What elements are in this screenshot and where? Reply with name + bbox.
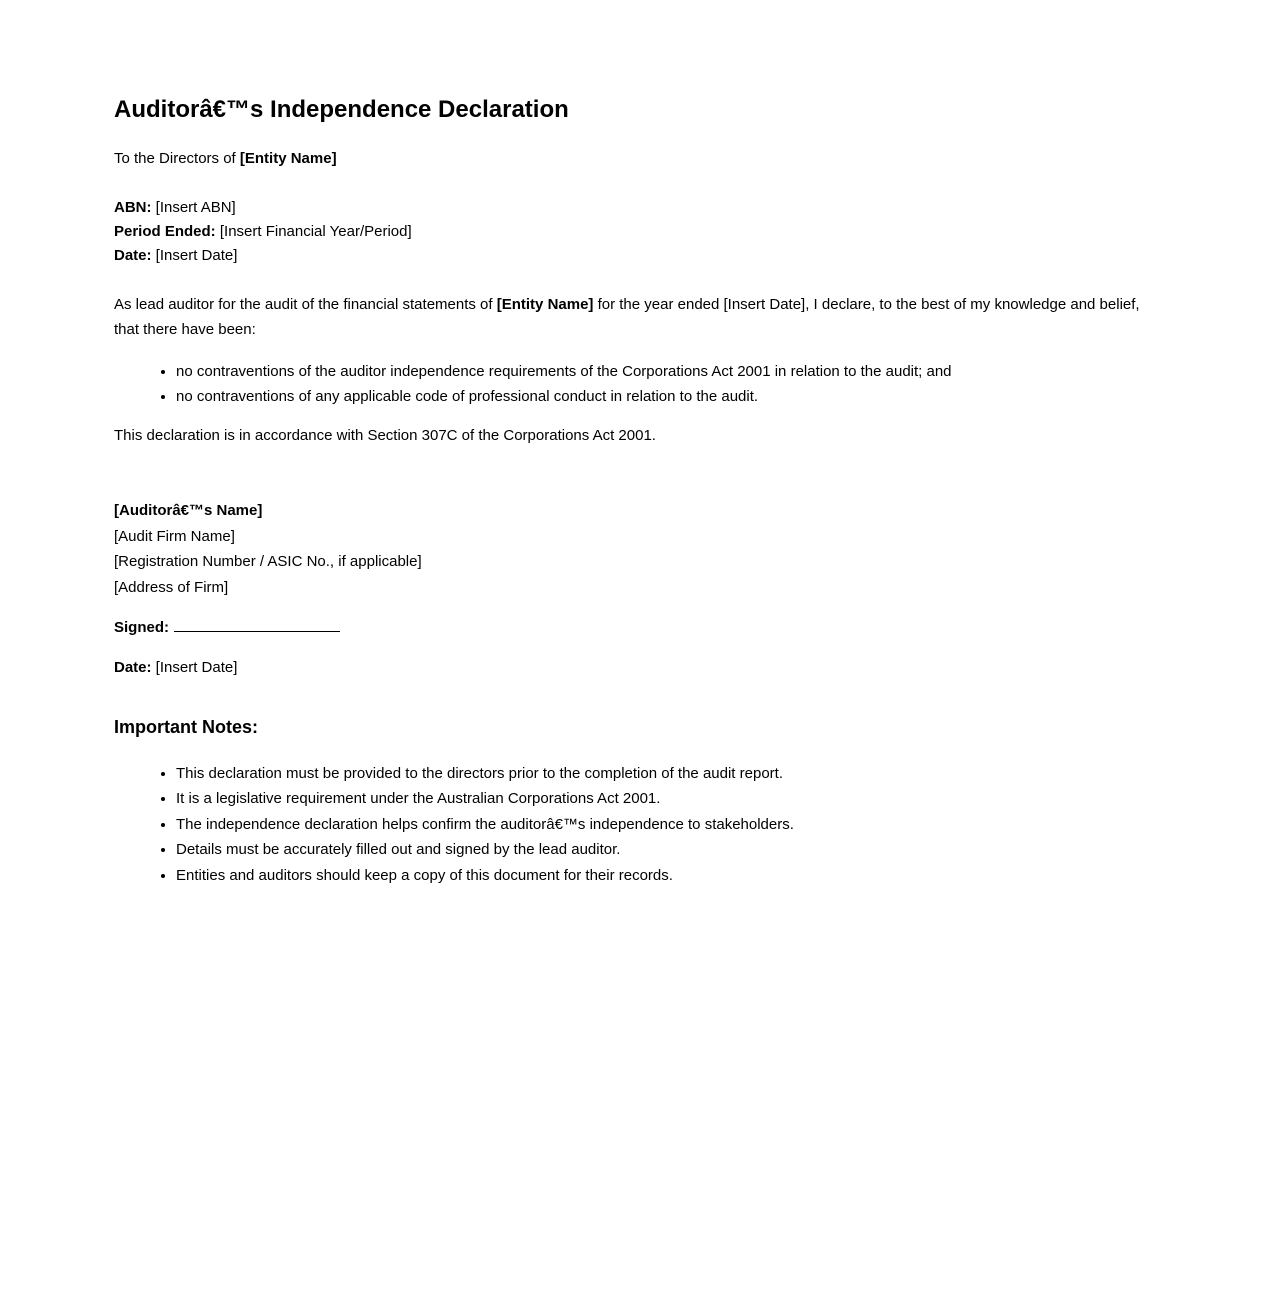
period-row [114,220,1154,244]
list-item: • Entities and auditors should keep a copy of this document for their records. [176,863,1154,889]
list-item: • no contraventions of the auditor independence requirements of the Corporations Act 2001 in relation to the audit; and [176,359,1154,384]
signature-date-row [114,657,1154,679]
audit-firm-name: [Audit Firm Name] [114,527,235,545]
declaration-list [114,359,1154,409]
list-item: • The independence declaration helps confirm the auditorâ€™s independence to stakeholders. [176,812,1154,838]
abn-row [114,196,1154,220]
page-title: Auditorâ€™s Independence Declaration [114,96,569,123]
date-row [114,244,1154,268]
abn-value: [Insert ABN] [151,199,236,216]
accordance-statement: This declaration is in accordance with Section 307C of the Corporations Act 2001. [114,427,656,444]
signed-label: Signed: [114,618,169,636]
list-item: • This declaration must be provided to the directors prior to the completion of the audit report. [176,761,1154,787]
declaration-paragraph [114,292,1154,342]
document-content [114,96,1154,888]
entity-details [114,196,1154,268]
firm-address: [Address of Firm] [114,579,229,597]
list-item: • Details must be accurately filled out and signed by the lead auditor. [176,837,1154,863]
list-item: • It is a legislative requirement under the Australian Corporations Act 2001. [176,786,1154,812]
auditor-details [114,498,1154,601]
list-item: • no contraventions of any applicable code of professional conduct in relation to the audit. [176,384,1154,409]
auditor-name: [Auditorâ€™s Name] [114,502,263,519]
addressee-entity-name: [Entity Name] [239,150,337,167]
notes-list [114,761,1154,889]
addressee-line [114,148,1154,170]
date-label: Date: [114,247,152,264]
signature-line [174,621,340,632]
notes-heading: Important Notes: [114,716,258,737]
period-value: [Insert Financial Year/Period] [215,223,412,240]
date-value: [Insert Date] [151,247,238,264]
declaration-entity-name: [Entity Name] [496,296,594,313]
signature-row [114,617,1154,639]
signature-date-label: Date: [114,658,152,676]
period-label: Period Ended: [114,223,216,240]
abn-label: ABN: [114,199,152,216]
addressee-prefix: To the Directors of [114,150,240,167]
signature-date-value: [Insert Date] [151,658,238,676]
registration-number: [Registration Number / ASIC No., if applicable] [114,553,422,571]
declaration-prefix: As lead auditor for the audit of the financial statements of [114,296,497,313]
declaration-suffix: for the year ended [Insert Date], I declare, to the best of my knowledge and belief, that there have been: [114,296,1140,338]
